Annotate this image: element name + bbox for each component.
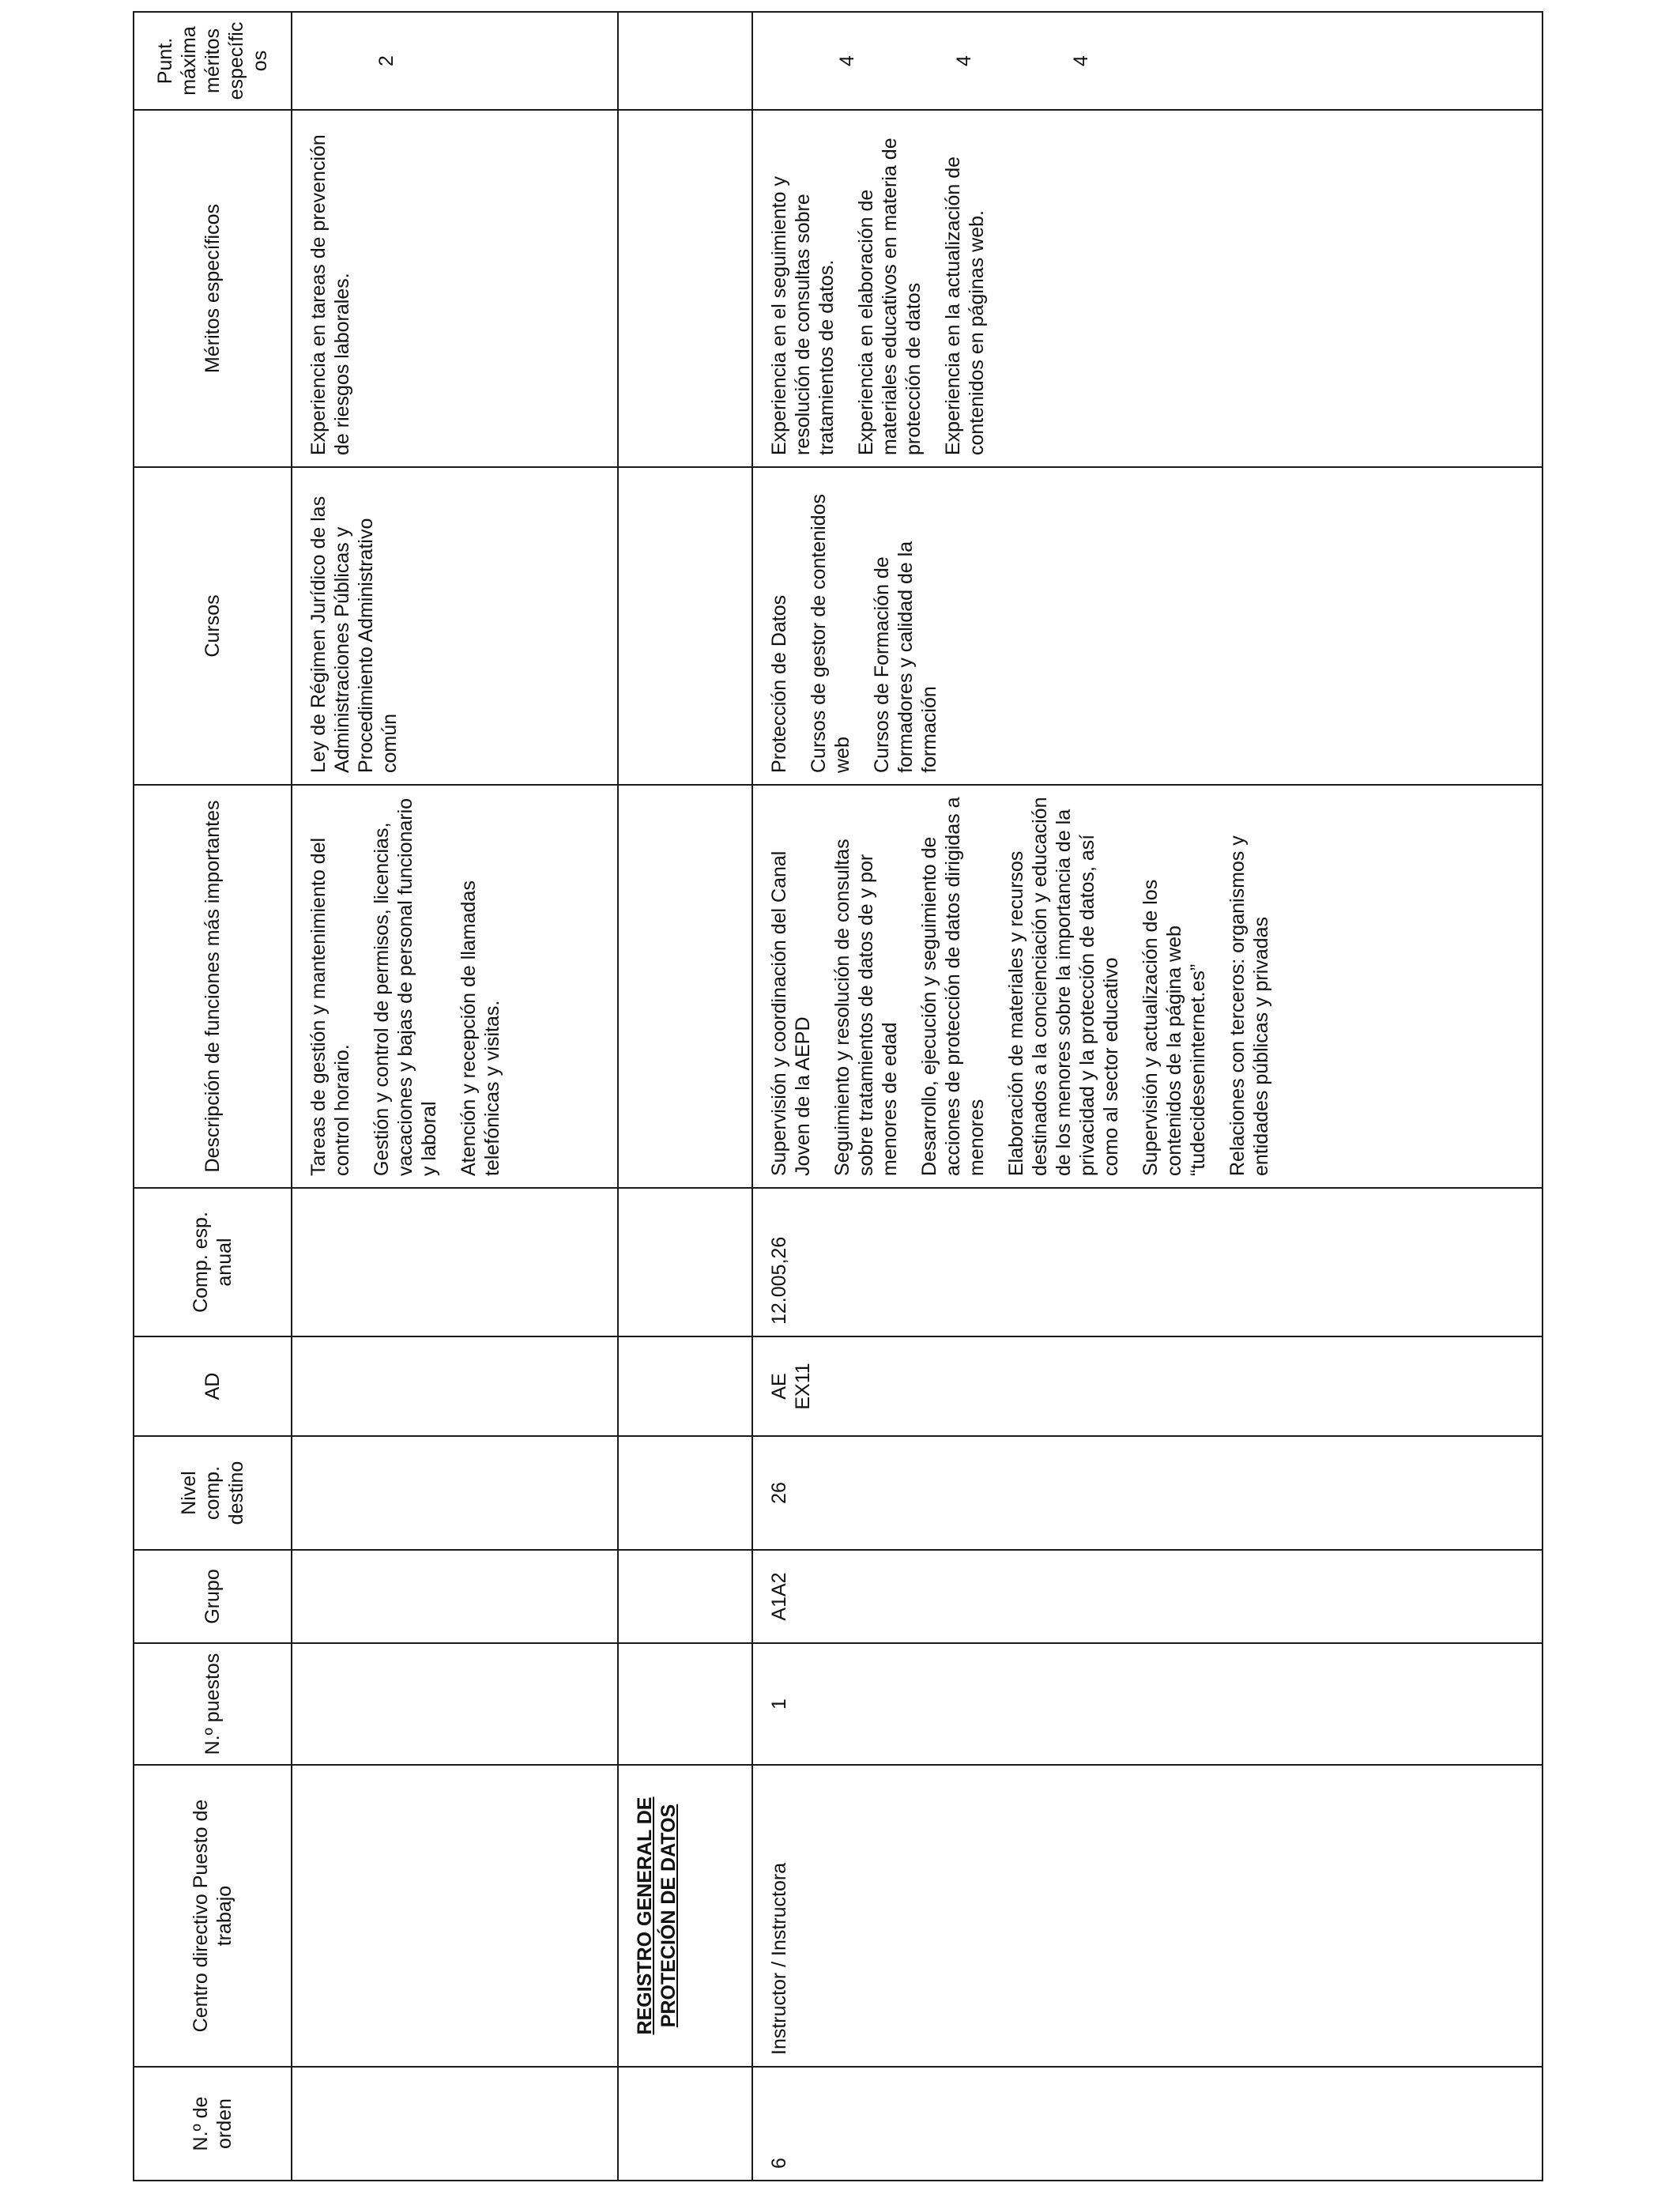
cell-centro — [292, 1765, 618, 2067]
cell-nivel: 26 — [752, 1436, 1543, 1550]
puntos-value: 4 — [953, 55, 975, 66]
header-orden: N.º de orden — [134, 2067, 292, 2181]
puntos-value: 4 — [1070, 55, 1092, 66]
header-funciones: Descripción de funciones más importantes — [134, 785, 292, 1188]
cell-ad: AE EX11 — [752, 1336, 1543, 1436]
merito-item: Experiencia en el seguimiento y resolución de consultas sobre tratamientos de datos. — [768, 176, 838, 455]
funcion-item: Gestión y control de permisos, licencias, vacaciones y bajas de personal funcionario y laboral — [371, 797, 440, 1176]
cell-puntos — [292, 12, 618, 110]
cell-meritos — [618, 110, 752, 467]
puntos-value: 2 — [375, 55, 397, 66]
funcion-item: Elaboración de materiales y recursos destinados a la concienciación y educación de los menores sobre la importancia de la privacidad y la protección de datos, así como al sector educativo — [1005, 797, 1122, 1176]
header-ad: AD — [134, 1336, 292, 1436]
header-cursos: Cursos — [134, 467, 292, 785]
table-row — [618, 12, 752, 2181]
cell-orden: 6 — [752, 2067, 1543, 2181]
funcion-item: Supervisión y coordinación del Canal Joven de la AEPD — [768, 850, 814, 1176]
curso-item: Cursos de gestor de contenidos web — [808, 494, 853, 773]
cell-grupo: A1A2 — [752, 1550, 1543, 1643]
cell-nivel — [618, 1436, 752, 1550]
merito-item: Experiencia en elaboración de materiales educativos en materia de protección de datos — [855, 138, 925, 455]
rotated-table-wrapper — [133, 0, 1522, 2194]
header-centro: Centro directivo Puesto de trabajo — [134, 1765, 292, 2067]
funcion-item: Supervisión y actualización de los contenidos de la página web “tudecideseninternet.es” — [1139, 879, 1209, 1176]
funcion-item: Desarrollo, ejecución y seguimiento de acciones de protección de datos dirigidas a menores — [918, 797, 988, 1176]
cell-ad — [618, 1336, 752, 1436]
cell-nivel — [292, 1436, 618, 1550]
cell-comp — [292, 1188, 618, 1336]
header-meritos: Méritos específicos — [134, 110, 292, 467]
cell-funciones — [292, 785, 618, 1188]
cell-cursos: Ley de Régimen Jurídico de las Administraciones Públicas y Procedimiento Administrativo común — [292, 467, 618, 785]
cell-meritos — [752, 110, 1543, 467]
puntos-value: 4 — [836, 55, 858, 66]
cell-ad — [292, 1336, 618, 1436]
cell-puestos: 1 — [752, 1643, 1543, 1765]
centro-directivo-title: REGISTRO GENERAL DE PROTECIÓN DE DATOS — [634, 1796, 680, 2035]
funcion-item: Seguimiento y resolución de consultas sobre tratamientos de datos de y por menores de edad — [831, 839, 901, 1176]
header-grupo: Grupo — [134, 1550, 292, 1643]
merito-item: Experiencia en la actualización de contenidos en páginas web. — [942, 156, 988, 455]
cell-puntos — [752, 12, 1543, 110]
header-nivel: Nivel comp. destino — [134, 1436, 292, 1550]
cell-comp: 12.005,26 — [752, 1188, 1543, 1336]
table-row — [292, 12, 618, 2181]
cell-cursos — [752, 467, 1543, 785]
cell-orden — [292, 2067, 618, 2181]
header-comp: Comp. esp. anual — [134, 1188, 292, 1336]
table-header-row — [134, 12, 292, 2181]
job-positions-table — [133, 11, 1543, 2181]
cell-puestos — [292, 1643, 618, 1765]
cell-puesto: Instructor / Instructora — [752, 1765, 1543, 2067]
cell-cursos — [618, 467, 752, 785]
cell-funciones — [618, 785, 752, 1188]
curso-item: Protección de Datos — [768, 594, 790, 773]
cell-comp — [618, 1188, 752, 1336]
cell-puntos — [618, 12, 752, 110]
funcion-item: Tareas de gestión y mantenimiento del control horario. — [307, 837, 353, 1176]
header-puestos: N.º puestos — [134, 1643, 292, 1765]
funcion-item: Relaciones con terceros: organismos y entidades públicas y privadas — [1226, 835, 1272, 1176]
header-puntos: Punt. máxima méritos específicos — [134, 12, 292, 110]
cell-meritos: Experiencia en tareas de prevención de riesgos laborales. — [292, 110, 618, 467]
cell-grupo — [618, 1550, 752, 1643]
funcion-item: Atención y recepción de llamadas telefónicas y visitas. — [458, 880, 503, 1176]
cell-funciones — [752, 785, 1543, 1188]
curso-item: Cursos de Formación de formadores y calidad de la formación — [871, 541, 940, 773]
cell-grupo — [292, 1550, 618, 1643]
cell-orden — [618, 2067, 752, 2181]
table-row — [752, 12, 1543, 2181]
cell-puestos — [618, 1643, 752, 1765]
cell-centro-directivo — [618, 1765, 752, 2067]
